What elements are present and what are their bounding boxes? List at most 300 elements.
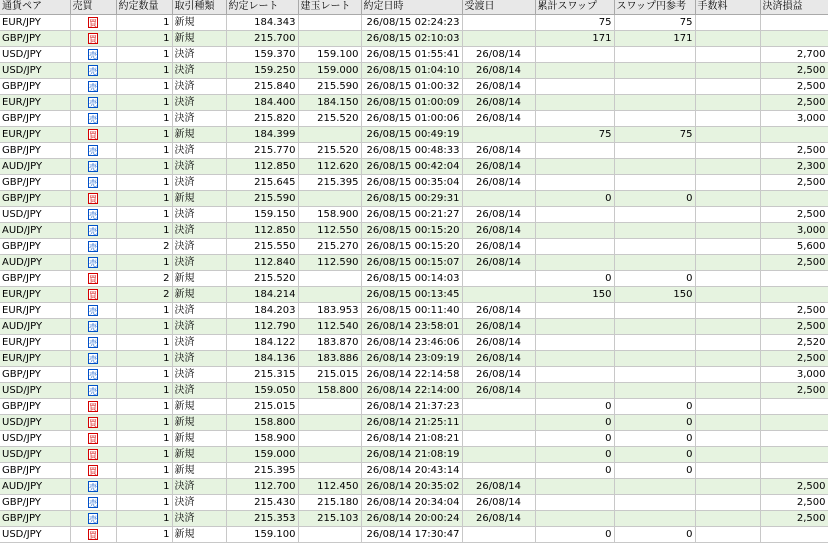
cell-swap-yen — [614, 383, 695, 399]
table-row[interactable] — [0, 143, 828, 159]
cell-datetime: 26/08/15 00:48:33 — [361, 143, 462, 159]
cell-trade-type: 決済 — [172, 223, 226, 239]
cell-datetime: 26/08/14 21:08:21 — [361, 431, 462, 447]
col-header-pair[interactable]: 通貨ペア — [0, 0, 70, 15]
col-header-swap-total[interactable]: 累計スワップ — [535, 0, 614, 15]
cell-qty: 1 — [116, 383, 172, 399]
cell-rate: 184.203 — [226, 303, 298, 319]
cell-swap-total: 75 — [535, 127, 614, 143]
cell-side — [70, 223, 116, 239]
cell-side — [70, 415, 116, 431]
cell-fee — [695, 255, 760, 271]
buy-badge: 買 — [89, 402, 97, 412]
cell-swap-yen — [614, 319, 695, 335]
cell-trade-type: 新規 — [172, 447, 226, 463]
cell-pair: AUD/JPY — [0, 479, 70, 495]
cell-position-rate — [298, 463, 361, 479]
cell-datetime: 26/08/14 23:46:06 — [361, 335, 462, 351]
cell-fee — [695, 143, 760, 159]
cell-rate: 184.214 — [226, 287, 298, 303]
cell-trade-type: 決済 — [172, 303, 226, 319]
cell-settlement-date: 26/08/14 — [462, 207, 535, 223]
cell-swap-total: 0 — [535, 399, 614, 415]
cell-pair: AUD/JPY — [0, 223, 70, 239]
cell-settlement-date: 26/08/14 — [462, 95, 535, 111]
cell-swap-yen: 0 — [614, 447, 695, 463]
cell-side — [70, 159, 116, 175]
cell-pair: GBP/JPY — [0, 175, 70, 191]
cell-side — [70, 383, 116, 399]
cell-pnl: 2,500 — [760, 479, 828, 495]
cell-pair: GBP/JPY — [0, 31, 70, 47]
cell-pair: USD/JPY — [0, 63, 70, 79]
buy-badge: 買 — [89, 530, 97, 540]
cell-qty: 1 — [116, 303, 172, 319]
cell-rate: 215.590 — [226, 191, 298, 207]
cell-trade-type: 決済 — [172, 335, 226, 351]
cell-rate: 158.800 — [226, 415, 298, 431]
cell-datetime: 26/08/14 20:43:14 — [361, 463, 462, 479]
cell-swap-total — [535, 47, 614, 63]
buy-badge: 買 — [89, 290, 97, 300]
cell-pnl — [760, 463, 828, 479]
cell-position-rate: 183.870 — [298, 335, 361, 351]
table-row[interactable] — [0, 175, 828, 191]
cell-settlement-date: 26/08/14 — [462, 223, 535, 239]
cell-pnl: 2,500 — [760, 383, 828, 399]
cell-trade-type: 決済 — [172, 159, 226, 175]
cell-rate: 112.840 — [226, 255, 298, 271]
table-row[interactable] — [0, 303, 828, 319]
table-row[interactable] — [0, 367, 828, 383]
cell-pair: GBP/JPY — [0, 271, 70, 287]
cell-pair: EUR/JPY — [0, 335, 70, 351]
cell-rate: 215.353 — [226, 511, 298, 527]
cell-swap-yen — [614, 239, 695, 255]
cell-settlement-date — [462, 463, 535, 479]
cell-rate: 215.520 — [226, 271, 298, 287]
cell-pnl: 2,500 — [760, 95, 828, 111]
cell-settlement-date — [462, 431, 535, 447]
cell-settlement-date — [462, 447, 535, 463]
col-header-position-rate[interactable]: 建玉レート — [298, 0, 361, 15]
cell-swap-yen — [614, 335, 695, 351]
buy-badge: 買 — [89, 18, 97, 28]
cell-pnl — [760, 431, 828, 447]
cell-pnl — [760, 399, 828, 415]
cell-settlement-date: 26/08/14 — [462, 351, 535, 367]
cell-side — [70, 511, 116, 527]
cell-datetime: 26/08/14 20:00:24 — [361, 511, 462, 527]
cell-position-rate: 158.800 — [298, 383, 361, 399]
sell-badge: 売 — [89, 114, 97, 124]
cell-swap-total — [535, 351, 614, 367]
cell-datetime: 26/08/14 21:37:23 — [361, 399, 462, 415]
cell-pnl: 2,500 — [760, 255, 828, 271]
cell-pair: USD/JPY — [0, 527, 70, 543]
cell-trade-type: 新規 — [172, 271, 226, 287]
cell-swap-total — [535, 479, 614, 495]
cell-datetime: 26/08/15 00:15:20 — [361, 239, 462, 255]
table-row[interactable] — [0, 447, 828, 463]
cell-qty: 1 — [116, 431, 172, 447]
cell-settlement-date — [462, 15, 535, 31]
table-row[interactable] — [0, 415, 828, 431]
cell-fee — [695, 495, 760, 511]
table-row[interactable] — [0, 479, 828, 495]
cell-swap-yen — [614, 479, 695, 495]
cell-datetime: 26/08/15 00:29:31 — [361, 191, 462, 207]
cell-datetime: 26/08/14 17:30:47 — [361, 527, 462, 543]
cell-side — [70, 79, 116, 95]
cell-pnl: 3,000 — [760, 223, 828, 239]
cell-pnl: 2,500 — [760, 511, 828, 527]
cell-datetime: 26/08/15 00:35:04 — [361, 175, 462, 191]
cell-swap-total — [535, 111, 614, 127]
table-row[interactable] — [0, 15, 828, 31]
cell-pair: GBP/JPY — [0, 143, 70, 159]
cell-qty: 1 — [116, 335, 172, 351]
cell-side — [70, 207, 116, 223]
cell-datetime: 26/08/14 20:35:02 — [361, 479, 462, 495]
cell-trade-type: 決済 — [172, 143, 226, 159]
cell-side — [70, 351, 116, 367]
cell-trade-type: 決済 — [172, 495, 226, 511]
table-row[interactable] — [0, 223, 828, 239]
table-row[interactable] — [0, 111, 828, 127]
table-row[interactable] — [0, 495, 828, 511]
col-header-rate[interactable]: 約定レート — [226, 0, 298, 15]
cell-rate: 215.015 — [226, 399, 298, 415]
table-row[interactable] — [0, 127, 828, 143]
table-row[interactable] — [0, 319, 828, 335]
cell-fee — [695, 15, 760, 31]
cell-pair: GBP/JPY — [0, 239, 70, 255]
table-row[interactable] — [0, 383, 828, 399]
cell-swap-total — [535, 95, 614, 111]
cell-pair: GBP/JPY — [0, 511, 70, 527]
table-row[interactable] — [0, 95, 828, 111]
cell-settlement-date: 26/08/14 — [462, 175, 535, 191]
table-row[interactable] — [0, 159, 828, 175]
cell-pair: GBP/JPY — [0, 399, 70, 415]
cell-datetime: 26/08/15 01:55:41 — [361, 47, 462, 63]
cell-qty: 1 — [116, 223, 172, 239]
cell-rate: 215.395 — [226, 463, 298, 479]
cell-fee — [695, 287, 760, 303]
cell-trade-type: 決済 — [172, 479, 226, 495]
cell-rate: 184.122 — [226, 335, 298, 351]
cell-pnl: 2,500 — [760, 319, 828, 335]
cell-fee — [695, 271, 760, 287]
cell-settlement-date — [462, 31, 535, 47]
cell-trade-type: 新規 — [172, 31, 226, 47]
sell-badge: 売 — [89, 226, 97, 236]
buy-badge: 買 — [89, 450, 97, 460]
cell-fee — [695, 383, 760, 399]
cell-fee — [695, 223, 760, 239]
cell-qty: 1 — [116, 367, 172, 383]
sell-badge: 売 — [89, 98, 97, 108]
cell-side — [70, 479, 116, 495]
cell-swap-total — [535, 175, 614, 191]
cell-qty: 1 — [116, 447, 172, 463]
cell-swap-yen: 0 — [614, 191, 695, 207]
cell-pnl: 2,500 — [760, 303, 828, 319]
cell-qty: 1 — [116, 95, 172, 111]
cell-qty: 1 — [116, 255, 172, 271]
cell-qty: 1 — [116, 463, 172, 479]
cell-settlement-date: 26/08/14 — [462, 479, 535, 495]
cell-position-rate: 215.590 — [298, 79, 361, 95]
cell-swap-total: 0 — [535, 271, 614, 287]
col-header-settlement-date[interactable]: 受渡日 — [462, 0, 535, 15]
cell-swap-total: 0 — [535, 463, 614, 479]
cell-swap-yen: 75 — [614, 15, 695, 31]
cell-pair: USD/JPY — [0, 431, 70, 447]
table-row[interactable] — [0, 287, 828, 303]
cell-pair: USD/JPY — [0, 447, 70, 463]
cell-pnl — [760, 447, 828, 463]
cell-side — [70, 111, 116, 127]
cell-swap-total: 0 — [535, 191, 614, 207]
cell-fee — [695, 399, 760, 415]
cell-swap-yen — [614, 223, 695, 239]
cell-swap-yen — [614, 159, 695, 175]
cell-pnl — [760, 287, 828, 303]
col-header-qty[interactable]: 約定数量 — [116, 0, 172, 15]
cell-side — [70, 399, 116, 415]
cell-side — [70, 47, 116, 63]
cell-qty: 1 — [116, 207, 172, 223]
sell-badge: 売 — [89, 370, 97, 380]
cell-fee — [695, 175, 760, 191]
cell-fee — [695, 47, 760, 63]
cell-swap-total: 171 — [535, 31, 614, 47]
sell-badge: 売 — [89, 514, 97, 524]
cell-pair: AUD/JPY — [0, 319, 70, 335]
cell-swap-yen — [614, 79, 695, 95]
buy-badge: 買 — [89, 434, 97, 444]
cell-position-rate: 112.590 — [298, 255, 361, 271]
cell-swap-yen: 0 — [614, 415, 695, 431]
cell-settlement-date: 26/08/14 — [462, 511, 535, 527]
cell-position-rate — [298, 271, 361, 287]
cell-position-rate — [298, 191, 361, 207]
cell-position-rate: 215.015 — [298, 367, 361, 383]
cell-rate: 215.550 — [226, 239, 298, 255]
table-row[interactable] — [0, 399, 828, 415]
cell-fee — [695, 335, 760, 351]
cell-position-rate — [298, 287, 361, 303]
cell-trade-type: 決済 — [172, 63, 226, 79]
cell-settlement-date: 26/08/14 — [462, 63, 535, 79]
cell-datetime: 26/08/15 00:14:03 — [361, 271, 462, 287]
cell-side — [70, 367, 116, 383]
col-header-trade-type[interactable]: 取引種類 — [172, 0, 226, 15]
cell-rate: 159.250 — [226, 63, 298, 79]
header-row — [0, 0, 828, 15]
table-row[interactable] — [0, 255, 828, 271]
sell-badge: 売 — [89, 498, 97, 508]
cell-qty: 1 — [116, 175, 172, 191]
cell-trade-type: 決済 — [172, 207, 226, 223]
cell-trade-type: 決済 — [172, 383, 226, 399]
cell-settlement-date — [462, 271, 535, 287]
table-row[interactable] — [0, 463, 828, 479]
cell-pair: EUR/JPY — [0, 95, 70, 111]
cell-swap-yen: 150 — [614, 287, 695, 303]
cell-swap-total — [535, 255, 614, 271]
cell-trade-type: 新規 — [172, 15, 226, 31]
cell-position-rate: 112.450 — [298, 479, 361, 495]
cell-fee — [695, 415, 760, 431]
table-row[interactable] — [0, 63, 828, 79]
cell-datetime: 26/08/15 00:13:45 — [361, 287, 462, 303]
sell-badge: 売 — [89, 322, 97, 332]
cell-trade-type: 新規 — [172, 191, 226, 207]
cell-qty: 1 — [116, 15, 172, 31]
cell-trade-type: 決済 — [172, 319, 226, 335]
table-row[interactable] — [0, 31, 828, 47]
cell-pair: GBP/JPY — [0, 191, 70, 207]
cell-pair: EUR/JPY — [0, 303, 70, 319]
cell-pair: EUR/JPY — [0, 127, 70, 143]
cell-settlement-date: 26/08/14 — [462, 303, 535, 319]
cell-datetime: 26/08/14 20:34:04 — [361, 495, 462, 511]
cell-qty: 1 — [116, 127, 172, 143]
cell-datetime: 26/08/14 23:09:19 — [361, 351, 462, 367]
sell-badge: 売 — [89, 258, 97, 268]
table-row[interactable] — [0, 335, 828, 351]
cell-datetime: 26/08/14 22:14:58 — [361, 367, 462, 383]
buy-badge: 買 — [89, 194, 97, 204]
cell-rate: 158.900 — [226, 431, 298, 447]
cell-rate: 159.000 — [226, 447, 298, 463]
cell-swap-total — [535, 319, 614, 335]
cell-position-rate: 215.395 — [298, 175, 361, 191]
cell-datetime: 26/08/15 00:49:19 — [361, 127, 462, 143]
cell-qty: 1 — [116, 479, 172, 495]
cell-qty: 1 — [116, 399, 172, 415]
cell-swap-total — [535, 495, 614, 511]
cell-fee — [695, 319, 760, 335]
cell-side — [70, 303, 116, 319]
table-row[interactable] — [0, 527, 828, 543]
cell-fee — [695, 527, 760, 543]
cell-fee — [695, 351, 760, 367]
cell-position-rate: 184.150 — [298, 95, 361, 111]
cell-swap-total — [535, 303, 614, 319]
cell-fee — [695, 127, 760, 143]
cell-swap-yen — [614, 143, 695, 159]
cell-trade-type: 決済 — [172, 255, 226, 271]
cell-swap-total: 0 — [535, 527, 614, 543]
cell-qty: 1 — [116, 351, 172, 367]
cell-settlement-date: 26/08/14 — [462, 255, 535, 271]
cell-datetime: 26/08/15 02:24:23 — [361, 15, 462, 31]
cell-fee — [695, 239, 760, 255]
cell-swap-yen: 75 — [614, 127, 695, 143]
cell-rate: 215.430 — [226, 495, 298, 511]
cell-rate: 112.850 — [226, 223, 298, 239]
table-row[interactable] — [0, 431, 828, 447]
cell-position-rate: 112.540 — [298, 319, 361, 335]
cell-settlement-date — [462, 287, 535, 303]
cell-qty: 1 — [116, 319, 172, 335]
cell-position-rate: 112.620 — [298, 159, 361, 175]
cell-datetime: 26/08/15 02:10:03 — [361, 31, 462, 47]
table-row[interactable] — [0, 239, 828, 255]
cell-fee — [695, 207, 760, 223]
cell-swap-total — [535, 383, 614, 399]
col-header-fee[interactable]: 手数料 — [695, 0, 760, 15]
table-row[interactable] — [0, 79, 828, 95]
sell-badge: 売 — [89, 354, 97, 364]
cell-trade-type: 決済 — [172, 351, 226, 367]
buy-badge: 買 — [89, 34, 97, 44]
cell-pnl: 2,700 — [760, 47, 828, 63]
cell-trade-type: 新規 — [172, 399, 226, 415]
cell-position-rate — [298, 527, 361, 543]
cell-swap-total — [535, 511, 614, 527]
cell-side — [70, 287, 116, 303]
cell-settlement-date: 26/08/14 — [462, 239, 535, 255]
cell-side — [70, 447, 116, 463]
table-row[interactable] — [0, 271, 828, 287]
table-row[interactable] — [0, 207, 828, 223]
cell-qty: 1 — [116, 31, 172, 47]
cell-position-rate: 112.550 — [298, 223, 361, 239]
cell-rate: 215.645 — [226, 175, 298, 191]
table-row[interactable] — [0, 351, 828, 367]
cell-settlement-date — [462, 191, 535, 207]
cell-qty: 1 — [116, 415, 172, 431]
table-row[interactable] — [0, 191, 828, 207]
cell-swap-total: 0 — [535, 431, 614, 447]
cell-fee — [695, 463, 760, 479]
cell-rate: 184.400 — [226, 95, 298, 111]
cell-trade-type: 新規 — [172, 431, 226, 447]
cell-swap-yen — [614, 207, 695, 223]
cell-position-rate: 215.103 — [298, 511, 361, 527]
cell-pair: GBP/JPY — [0, 463, 70, 479]
cell-fee — [695, 479, 760, 495]
col-header-datetime[interactable]: 約定日時 — [361, 0, 462, 15]
table-row[interactable] — [0, 47, 828, 63]
cell-pair: EUR/JPY — [0, 287, 70, 303]
cell-datetime: 26/08/15 01:00:32 — [361, 79, 462, 95]
cell-side — [70, 239, 116, 255]
col-header-pnl[interactable]: 決済損益 — [760, 0, 828, 15]
cell-rate: 159.150 — [226, 207, 298, 223]
cell-trade-type: 決済 — [172, 367, 226, 383]
table-row[interactable] — [0, 511, 828, 527]
col-header-swap-yen[interactable]: スワップ円参考 — [614, 0, 695, 15]
cell-qty: 1 — [116, 63, 172, 79]
cell-datetime: 26/08/15 00:11:40 — [361, 303, 462, 319]
col-header-side[interactable]: 売買 — [70, 0, 116, 15]
cell-side — [70, 463, 116, 479]
sell-badge: 売 — [89, 50, 97, 60]
cell-trade-type: 決済 — [172, 79, 226, 95]
cell-settlement-date: 26/08/14 — [462, 47, 535, 63]
cell-position-rate: 183.886 — [298, 351, 361, 367]
sell-badge: 売 — [89, 210, 97, 220]
cell-pnl — [760, 15, 828, 31]
cell-fee — [695, 431, 760, 447]
cell-settlement-date — [462, 415, 535, 431]
